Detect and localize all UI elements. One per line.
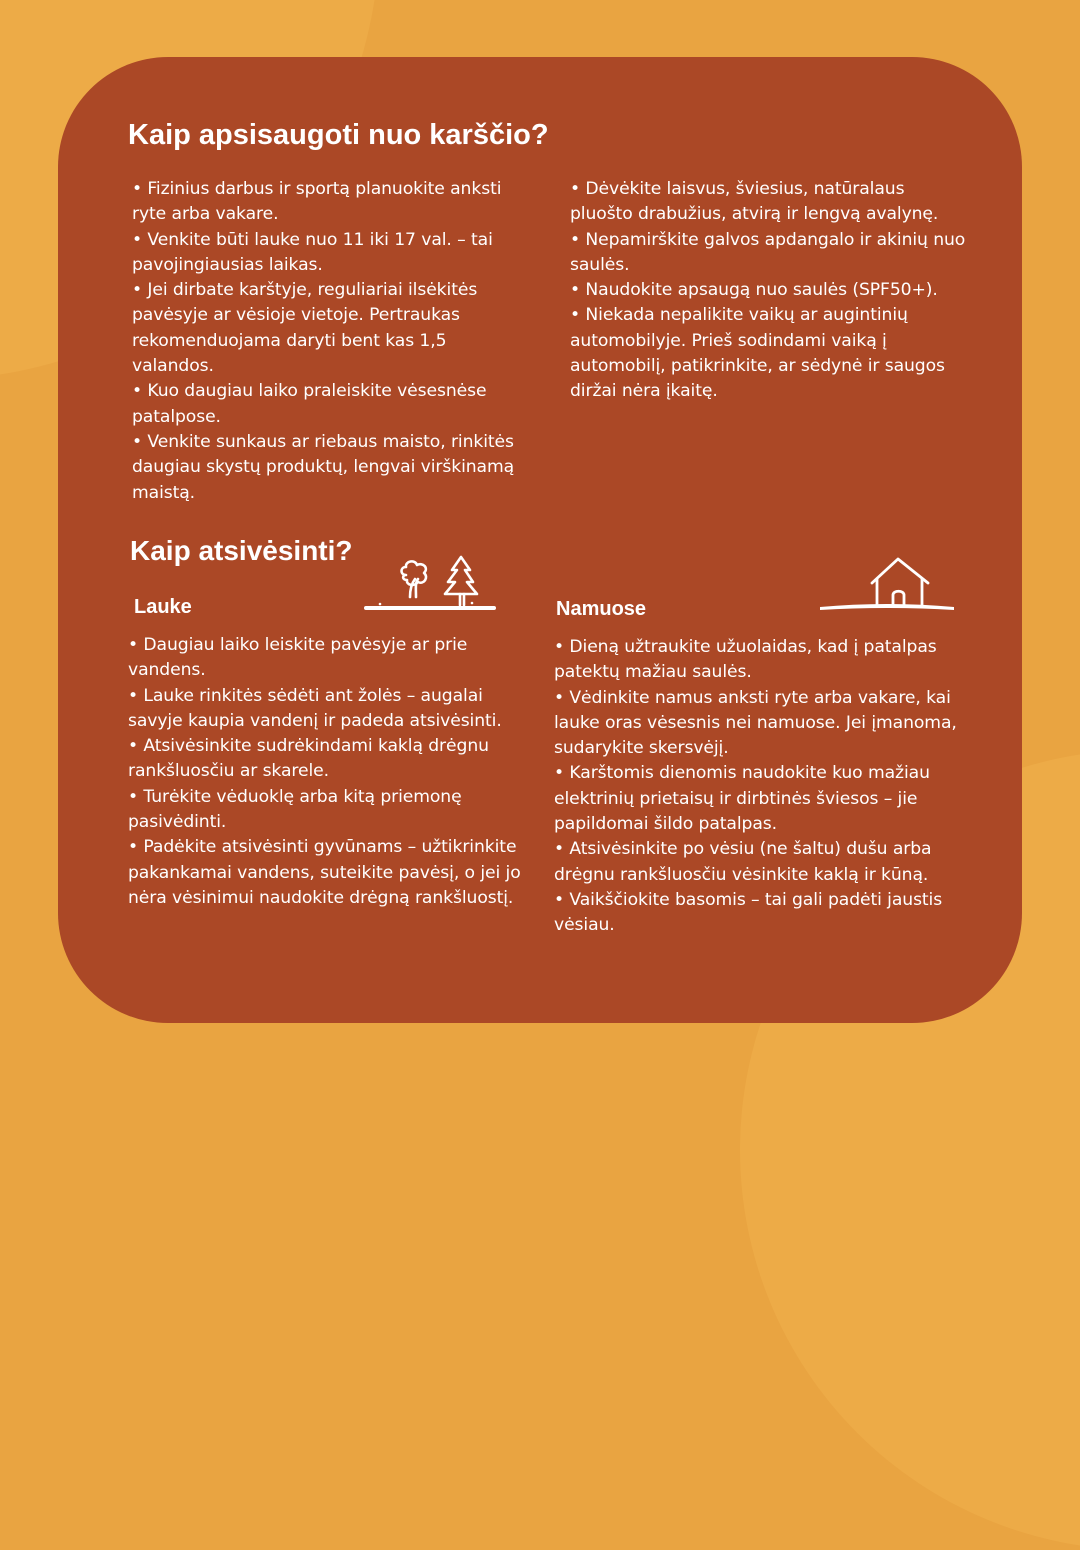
list-item: • Niekada nepalikite vaikų ar augintinių automobilyje. Prieš sodindami vaiką į automobilį, patikrinkite, ar sėdynė ir saugos diržai nėra įkaitę. [570,305,945,402]
heat-protection-title: Kaip apsisaugoti nuo karščio? [128,119,549,151]
list-item: • Daugiau laiko leiskite pavėsyje ar prie vandens. [128,635,468,681]
list-item: • Dieną užtraukite užuolaidas, kad į patalpas patektų mažiau saulės. [554,637,937,683]
list-item: • Atsivėsinkite po vėsiu (ne šaltu) dušu arba drėgnu rankšluosčiu vėsinkite kaklą ir kūną. [554,839,932,885]
indoor-tips-list [554,635,974,939]
list-item: • Turėkite vėduoklę arba kitą priemonę pasivėdinti. [128,786,462,833]
list-item: • Atsivėsinkite sudrėkindami kaklą drėgnu rankšluosčiu ar skarele. [128,736,489,782]
outdoor-tips-list [128,633,528,911]
list-item: • Nepamirškite galvos apdangalo ir akinių nuo saulės. [570,229,966,275]
indoor-heading: Namuose [556,598,647,620]
heat-protection-list-left [132,177,532,506]
list-item: • Venkite sunkaus ar riebaus maisto, rinkitės daugiau skystų produktų, lengvai virškinamą maistą. [132,431,515,503]
list-item: • Vėdinkite namus anksti ryte arba vakare, kai lauke oras vėsesnis nei namuose. Jei įmanoma, sudarykite skersvėjį. [554,687,957,759]
list-item: • Dėvėkite laisvus, šviesius, natūralaus pluošto drabužius, atvirą ir lengvą avalynę. [570,179,939,225]
list-item: • Lauke rinkitės sėdėti ant žolės – augalai savyje kaupia vandenį ir padeda atsivėsinti. [128,685,502,731]
list-item: • Kuo daugiau laiko praleiskite vėsesnėse patalpose. [132,381,487,427]
house-icon [814,553,958,617]
list-item: • Vaikščiokite basomis – tai gali padėti jaustis vėsiau. [554,889,943,936]
trees-icon [360,553,500,617]
heat-protection-list-right [570,177,970,405]
list-item: • Venkite būti lauke nuo 11 iki 17 val. – tai pavojingiausias laikas. [132,229,493,275]
info-card [58,57,1022,1023]
list-item: • Fizinius darbus ir sportą planuokite anksti ryte arba vakare. [132,179,502,225]
list-item: • Naudokite apsaugą nuo saulės (SPF50+). [570,280,938,301]
cooling-title: Kaip atsivėsinti? [130,535,353,566]
list-item: • Padėkite atsivėsinti gyvūnams – užtikrinkite pakankamai vandens, suteikite pavėsį, o jei jo nėra vėsinimui naudokite drėgną rankšluostį. [128,837,521,908]
outdoor-heading: Lauke [134,596,192,618]
list-item: • Jei dirbate karštyje, reguliariai ilsėkitės pavėsyje ar vėsioje vietoje. Pertraukas rekomenduojama daryti bent kas 1,5 valandos. [132,280,478,377]
list-item: • Karštomis dienomis naudokite kuo mažiau elektrinių prietaisų ir dirbtinės šviesos – jie papildomai šildo patalpas. [554,763,930,835]
